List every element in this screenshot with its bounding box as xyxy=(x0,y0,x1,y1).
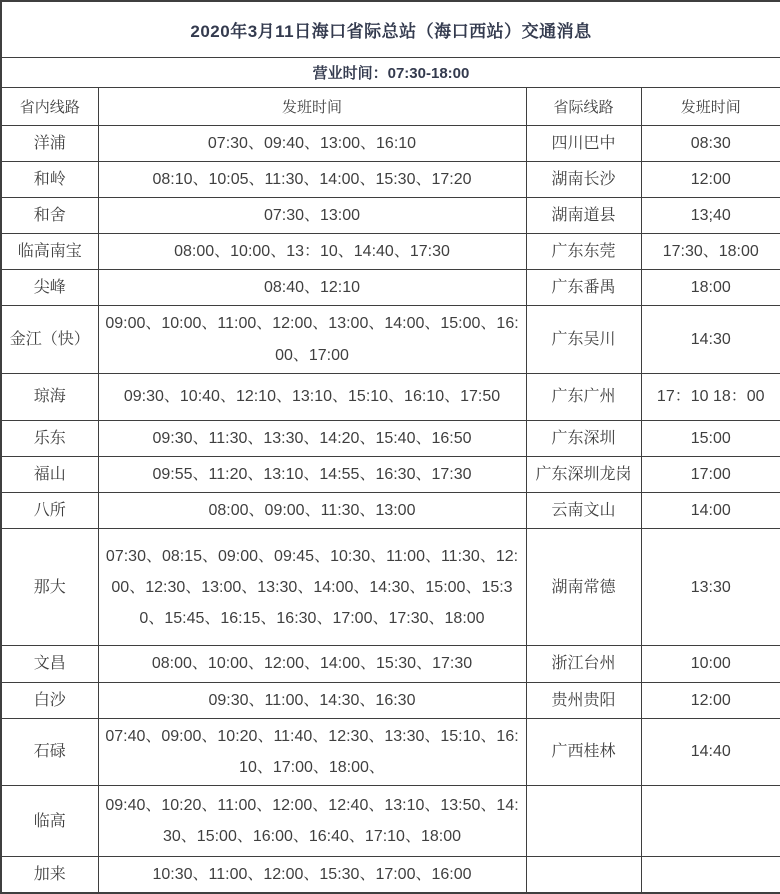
table-row xyxy=(1,270,780,306)
province-times-cell: 09:30、10:40、12:10、13:10、15:10、16:10、17:50 xyxy=(98,373,526,420)
inter-times-cell: 08:30 xyxy=(641,125,780,161)
inter-times-cell: 14:00 xyxy=(641,493,780,529)
inter-times-cell: 14:40 xyxy=(641,718,780,785)
province-times-cell: 08:00、10:00、12:00、14:00、15:30、17:30 xyxy=(98,646,526,682)
province-route-cell: 八所 xyxy=(1,493,98,529)
inter-times-cell: 17:30、18:00 xyxy=(641,234,780,270)
table-row xyxy=(1,718,780,785)
inter-route-cell: 浙江台州 xyxy=(526,646,641,682)
inter-route-cell: 湖南道县 xyxy=(526,197,641,233)
inter-route-cell: 贵州贵阳 xyxy=(526,682,641,718)
inter-times-cell: 12:00 xyxy=(641,682,780,718)
page-title: 2020年3月11日海口省际总站（海口西站）交通消息 xyxy=(1,1,780,57)
province-times-cell: 08:10、10:05、11:30、14:00、15:30、17:20 xyxy=(98,161,526,197)
inter-times-cell: 13;40 xyxy=(641,197,780,233)
business-hours-label: 营业时间：07:30-18:00 xyxy=(1,57,780,87)
province-times-cell: 09:30、11:00、14:30、16:30 xyxy=(98,682,526,718)
province-route-cell: 加来 xyxy=(1,857,98,894)
table-row xyxy=(1,373,780,420)
table-row xyxy=(1,420,780,456)
province-route-cell: 尖峰 xyxy=(1,270,98,306)
inter-route-cell: 湖南常德 xyxy=(526,529,641,646)
province-route-cell: 临高南宝 xyxy=(1,234,98,270)
inter-times-cell: 15:00 xyxy=(641,420,780,456)
province-times-cell: 09:55、11:20、13:10、14:55、16:30、17:30 xyxy=(98,457,526,493)
table-row xyxy=(1,682,780,718)
province-route-cell: 金江（快） xyxy=(1,306,98,373)
province-times-cell: 08:00、09:00、11:30、13:00 xyxy=(98,493,526,529)
inter-times-cell: 18:00 xyxy=(641,270,780,306)
province-route-cell: 乐东 xyxy=(1,420,98,456)
inter-route-cell xyxy=(526,786,641,857)
province-route-cell: 和舍 xyxy=(1,197,98,233)
column-header-inter-times: 发班时间 xyxy=(641,87,780,125)
inter-route-cell: 云南文山 xyxy=(526,493,641,529)
inter-route-cell: 广东吴川 xyxy=(526,306,641,373)
inter-route-cell: 广东深圳龙岗 xyxy=(526,457,641,493)
table-row xyxy=(1,529,780,646)
province-times-cell: 10:30、11:00、12:00、15:30、17:00、16:00 xyxy=(98,857,526,894)
province-times-cell: 09:30、11:30、13:30、14:20、15:40、16:50 xyxy=(98,420,526,456)
table-row xyxy=(1,646,780,682)
table-row xyxy=(1,234,780,270)
table-row xyxy=(1,306,780,373)
province-times-cell: 08:00、10:00、13：10、14:40、17:30 xyxy=(98,234,526,270)
inter-times-cell: 12:00 xyxy=(641,161,780,197)
table-row xyxy=(1,125,780,161)
province-times-cell: 07:40、09:00、10:20、11:40、12:30、13:30、15:10、16:10、17:00、18:00、 xyxy=(98,718,526,785)
inter-times-cell xyxy=(641,786,780,857)
province-times-cell: 07:30、08:15、09:00、09:45、10:30、11:00、11:30、12:00、12:30、13:00、13:30、14:00、14:30、15:00、15:30、15:45、16:15、16:30、17:00、17:30、18:00 xyxy=(98,529,526,646)
inter-route-cell: 广东广州 xyxy=(526,373,641,420)
province-route-cell: 琼海 xyxy=(1,373,98,420)
inter-route-cell: 四川巴中 xyxy=(526,125,641,161)
province-times-cell: 09:40、10:20、11:00、12:00、12:40、13:10、13:50、14:30、15:00、16:00、16:40、17:10、18:00 xyxy=(98,786,526,857)
province-route-cell: 文昌 xyxy=(1,646,98,682)
inter-times-cell: 13:30 xyxy=(641,529,780,646)
province-route-cell: 洋浦 xyxy=(1,125,98,161)
column-header-inter-route: 省际线路 xyxy=(526,87,641,125)
table-row xyxy=(1,161,780,197)
inter-route-cell: 广西桂林 xyxy=(526,718,641,785)
table-row xyxy=(1,786,780,857)
inter-route-cell: 广东深圳 xyxy=(526,420,641,456)
table-row xyxy=(1,457,780,493)
province-route-cell: 福山 xyxy=(1,457,98,493)
business-hours-row xyxy=(1,57,780,87)
province-route-cell: 临高 xyxy=(1,786,98,857)
table-row xyxy=(1,197,780,233)
inter-times-cell: 10:00 xyxy=(641,646,780,682)
province-route-cell: 石碌 xyxy=(1,718,98,785)
column-header-province-route: 省内线路 xyxy=(1,87,98,125)
table-row xyxy=(1,493,780,529)
inter-route-cell xyxy=(526,857,641,894)
inter-times-cell: 17:00 xyxy=(641,457,780,493)
province-route-cell: 和岭 xyxy=(1,161,98,197)
province-times-cell: 07:30、09:40、13:00、16:10 xyxy=(98,125,526,161)
province-route-cell: 白沙 xyxy=(1,682,98,718)
inter-times-cell xyxy=(641,857,780,894)
table-row xyxy=(1,857,780,894)
province-times-cell: 07:30、13:00 xyxy=(98,197,526,233)
province-times-cell: 08:40、12:10 xyxy=(98,270,526,306)
inter-route-cell: 湖南长沙 xyxy=(526,161,641,197)
inter-route-cell: 广东东莞 xyxy=(526,234,641,270)
header-row xyxy=(1,87,780,125)
inter-times-cell: 14:30 xyxy=(641,306,780,373)
column-header-province-times: 发班时间 xyxy=(98,87,526,125)
inter-times-cell: 17：10 18：00 xyxy=(641,373,780,420)
province-route-cell: 那大 xyxy=(1,529,98,646)
inter-route-cell: 广东番禺 xyxy=(526,270,641,306)
title-row xyxy=(1,1,780,57)
province-times-cell: 09:00、10:00、11:00、12:00、13:00、14:00、15:00、16:00、17:00 xyxy=(98,306,526,373)
